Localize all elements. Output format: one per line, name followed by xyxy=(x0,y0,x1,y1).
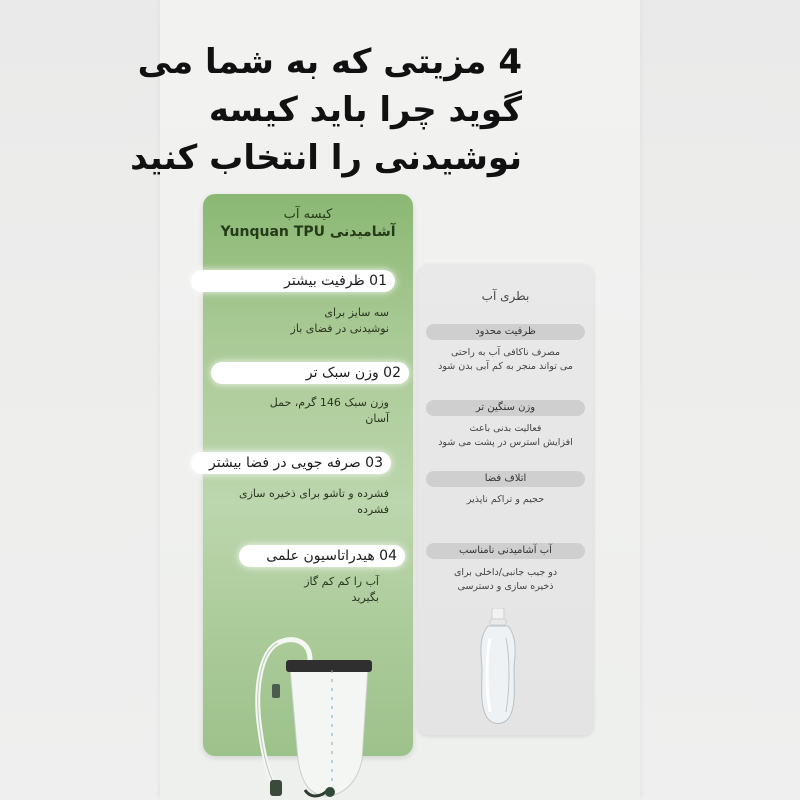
benefit-2-title: 02 وزن سبک تر xyxy=(211,362,409,384)
benefit-3-desc-line-1: فشرده و تاشو برای ذخیره سازی xyxy=(238,487,389,500)
drawback-3-title: اتلاف فضا xyxy=(426,471,585,487)
benefit-1-desc-line-1: سه سایز برای xyxy=(324,306,389,319)
benefit-3-title: 03 صرفه جویی در فضا بیشتر xyxy=(191,452,391,474)
benefit-2-desc-line-1: وزن سبک 146 گرم، حمل xyxy=(269,396,389,409)
bottle-card-title: بطری آب xyxy=(481,289,530,303)
drawback-1-desc-line-2: می تواند منجر به کم آبی بدن شود xyxy=(438,361,573,372)
benefit-3-description xyxy=(209,486,389,518)
drawback-1-desc-line-1: مصرف ناکافی آب به راحتی xyxy=(450,347,561,358)
benefit-4-desc-line-2: بگیرید xyxy=(351,591,379,604)
bladder-card-header xyxy=(203,206,413,241)
benefit-2-description xyxy=(219,395,389,427)
title-line-3: نوشیدنی را انتخاب کنید xyxy=(130,138,522,178)
benefit-4-description xyxy=(229,574,379,606)
drawback-4-desc-line-1: دو جیب جانبی/داخلی برای xyxy=(453,567,558,578)
bladder-card-header-line-2: آشامیدنی Yunquan TPU xyxy=(220,224,396,240)
benefit-1-desc-line-2: نوشیدنی در فضای باز xyxy=(290,322,389,335)
drawback-4-description xyxy=(426,566,585,594)
title-line-1: 4 مزیتی که به شما می xyxy=(137,42,522,82)
title-line-2: گوید چرا باید کیسه xyxy=(208,90,522,130)
hydration-bladder-image xyxy=(250,630,400,800)
drawback-1-description xyxy=(426,346,585,374)
benefit-3-desc-line-2: فشرده xyxy=(357,503,389,516)
drawback-2-title: وزن سنگین تر xyxy=(426,400,585,416)
drawback-1-title: ظرفیت محدود xyxy=(426,324,585,340)
drawback-2-desc-line-1: فعالیت بدنی باعث xyxy=(469,423,542,434)
benefit-1-description xyxy=(219,305,389,337)
drawback-2-description xyxy=(426,422,585,450)
drawback-4-desc-line-2: ذخیره سازی و دسترسی xyxy=(457,581,554,592)
drawback-3-description xyxy=(426,493,585,507)
water-bottle-image xyxy=(476,608,520,728)
benefit-4-title: 04 هیدراتاسیون علمی xyxy=(239,545,405,567)
drawback-2-desc-line-2: افزایش استرس در پشت می شود xyxy=(438,437,573,448)
drawback-3-desc-line-1: حجیم و تراکم ناپذیر xyxy=(466,494,545,505)
benefit-4-desc-line-1: آب را کم کم گاز xyxy=(304,575,379,588)
benefit-2-desc-line-2: آسان xyxy=(365,412,389,425)
benefit-1-title: 01 ظرفیت بیشتر xyxy=(191,270,395,292)
bladder-card-header-line-1: کیسه آب xyxy=(283,207,333,222)
drawback-4-title: آب آشامیدنی نامناسب xyxy=(426,543,585,559)
page-title xyxy=(130,38,522,182)
